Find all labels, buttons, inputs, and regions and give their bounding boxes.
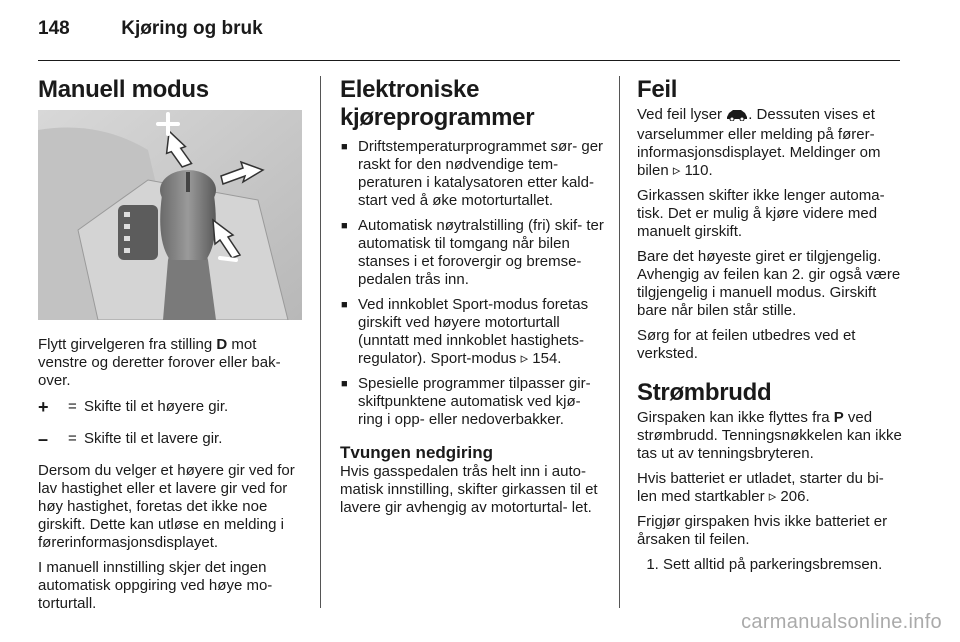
- fault-heading: Feil: [637, 76, 678, 103]
- legend-upshift-text: Skifte til et høyere gir.: [84, 398, 229, 415]
- column-fault: [637, 76, 905, 574]
- plus-icon: +: [38, 397, 49, 417]
- paragraph: Ved feil lyser . Dessuten vises et varselummer eller melding på fører- informasjonsdisplayet. Meldinger om bilen ▹ 110.: [637, 106, 881, 179]
- list-item: ■ Spesielle programmer tilpasser gir- skiftpunktene automatisk ved kjø- ring i opp- eller nedoverbakker.: [340, 375, 606, 429]
- paragraph: Girkassen skifter ikke lenger automa- tisk. Det er mulig å kjøre videre med manuelt girskift.: [637, 187, 885, 240]
- list-item: ■ Ved innkoblet Sport-modus foretas girskift ved høyere motorturtall (unntatt med innkoblet hastighets- regulator). Sport-modus ▹ 154.: [340, 296, 606, 368]
- steps-list: [637, 556, 905, 574]
- paragraph: Frigjør girspaken hvis ikke batteriet er årsaken til feilen.: [637, 513, 888, 548]
- manual-mode-heading: Manuell modus: [38, 76, 209, 103]
- intro-paragraph: Flytt girvelgeren fra stilling D mot venstre og deretter forover eller bak- over.: [38, 336, 281, 389]
- paragraph: Hvis gasspedalen trås helt inn i auto- matisk innstilling, skifter girkassen til et lavere gir avhengig av motorturtal- let.: [340, 463, 598, 516]
- header-rule: [38, 60, 900, 61]
- column-divider-2: [619, 76, 620, 608]
- minus-icon: –: [38, 429, 49, 449]
- legend-downshift-text: Skifte til et lavere gir.: [84, 430, 223, 447]
- page-header: [38, 18, 263, 40]
- programs-list: [340, 138, 606, 429]
- list-item: ■ Driftstemperaturprogrammet sør- ger raskt for den nødvendige tem- peraturen i katalysatoren etter kald- start ved å øke motorturtallet.: [340, 138, 606, 210]
- column-electronic-programs: [340, 76, 606, 524]
- list-item: 1. Sett alltid på parkeringsbremsen.: [663, 556, 905, 574]
- legend-upshift: + = Skifte til et høyere gir.: [38, 397, 229, 417]
- paragraph: Sørg for at feilen utbedres ved et verksted.: [637, 327, 856, 362]
- paragraph: Dersom du velger et høyere gir ved for lav hastighet eller et lavere gir ved for høy hastighet, foretas det ikke noe girskift. Dette kan utløse en melding i førerinformasjonsdisplayet.: [38, 462, 295, 551]
- electronic-programs-heading: Elektroniske kjøreprogrammer: [340, 76, 535, 131]
- watermark: carmanualsonline.info: [741, 611, 942, 633]
- gear-selector-illustration: [38, 110, 302, 320]
- paragraph: I manuell innstilling skjer det ingen automatisk oppgiring ved høye mo- torturtall.: [38, 559, 273, 612]
- paragraph: Girspaken kan ikke flyttes fra P ved strømbrudd. Tenningsnøkkelen kan ikke tas ut av tenningsbryteren.: [637, 409, 902, 462]
- paragraph: Bare det høyeste giret er tilgjengelig. Avhengig av feilen kan 2. gir også være tilgjengelig i manuell modus. Girskift bare når bilen står stille.: [637, 248, 901, 319]
- car-warning-icon: [726, 108, 748, 126]
- column-manual-mode: [38, 76, 304, 620]
- kickdown-heading: Tvungen nedgiring: [340, 443, 493, 462]
- park-position: P: [833, 409, 844, 426]
- paragraph: Hvis batteriet er utladet, starter du bi- len med startkabler ▹ 206.: [637, 470, 884, 505]
- column-divider-1: [320, 76, 321, 608]
- section-title: Kjøring og bruk: [121, 18, 263, 39]
- power-failure-heading: Strømbrudd: [637, 379, 772, 406]
- page-number: 148: [38, 18, 70, 39]
- list-item: ■ Automatisk nøytralstilling (fri) skif- ter automatisk til tomgang når bilen stanses i et forovergir og bremse- pedalen trås inn.: [340, 217, 606, 289]
- drive-position: D: [216, 336, 228, 353]
- legend-downshift: – = Skifte til et lavere gir.: [38, 429, 223, 449]
